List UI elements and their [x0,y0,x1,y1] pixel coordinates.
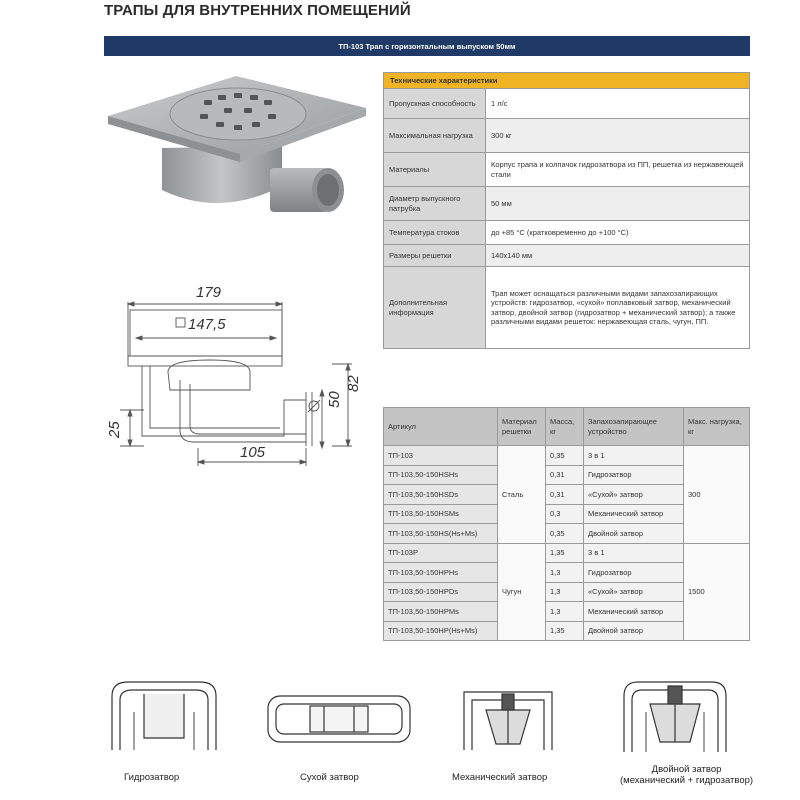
cell-device: Двойной затвор [584,524,684,544]
cell-mass: 1,3 [546,582,584,602]
articles-table [383,407,750,641]
double-seal-icon [620,676,730,754]
seal-label: Сухой затвор [300,772,359,783]
dim-width-label: 179 [196,284,222,301]
dim-outlet-label: 50 [326,391,343,408]
col-header-load: Макс. нагрузка, кг [684,408,750,446]
dim-length-label: 105 [240,444,266,461]
seal-double [620,676,754,787]
cell-device: «Сухой» затвор [584,485,684,505]
cell-mass: 0,35 [546,524,584,544]
cell-device: Гидрозатвор [584,563,684,583]
cell-material: Сталь [498,446,546,544]
mechanical-seal-icon [458,684,558,754]
drawing-lines [100,280,370,470]
seal-label: Механический затвор [452,772,548,783]
specs-table [383,72,750,349]
spec-value: 140х140 мм [486,245,750,267]
spec-key: Температура стоков [384,221,486,245]
spec-key: Диаметр выпускного патрубка [384,187,486,221]
cell-mass: 0,35 [546,446,584,466]
hydro-seal-icon [104,672,224,752]
seal-label-sub: (механический + гидрозатвор) [620,775,754,787]
dim-offset-label: 25 [106,421,123,438]
table-row [384,446,750,466]
seal-label: Гидрозатвор [124,772,180,783]
cell-article: ТП-103,50-150HSMs [384,504,498,524]
cell-article: ТП-103,50-150HPDs [384,582,498,602]
seal-label-main: Двойной затвор [651,764,722,775]
cell-device: Механический затвор [584,504,684,524]
cell-mass: 0,3 [546,504,584,524]
spec-key: Пропускная способность [384,89,486,119]
cell-device: 3 в 1 [584,446,684,466]
cell-article: ТП-103,50-150HSDs [384,485,498,505]
spec-row [384,267,750,349]
col-header-material: Материал решетки [498,408,546,446]
spec-row [384,187,750,221]
cell-article: ТП-103,50-150HPMs [384,602,498,622]
spec-value: 300 кг [486,119,750,153]
table-row [384,543,750,563]
seal-hydro [104,672,224,783]
seal-label [620,764,753,787]
spec-row [384,89,750,119]
cell-article: ТП-103Р [384,543,498,563]
cell-load: 1500 [684,543,750,641]
spec-row [384,119,750,153]
cell-mass: 1,3 [546,563,584,583]
cell-article: ТП-103 [384,446,498,466]
spec-value: 50 мм [486,187,750,221]
cell-mass: 0,31 [546,485,584,505]
cell-device: 3 в 1 [584,543,684,563]
dim-height-label: 82 [345,375,362,392]
specs-header: Технические характеристики [384,73,750,89]
dim-grate-label: 147,5 [188,316,226,333]
cell-mass: 0,31 [546,465,584,485]
spec-value: Корпус трапа и колпачок гидрозатвора из ПП, решетка из нержавеющей стали [486,153,750,187]
cell-material: Чугун [498,543,546,641]
col-header-device: Запахозапирающее устройство [584,408,684,446]
cell-device: Гидрозатвор [584,465,684,485]
cell-device: «Сухой» затвор [584,582,684,602]
seal-dry [264,690,414,783]
spec-key: Материалы [384,153,486,187]
spec-value: Трап может оснащаться различными видами запахозапирающих устройств: гидрозатвор, «сухой» поплавковый затвор, механический затвор, двойной затвор (гидрозатвор + механический затвор); а также различными видами решеток: нержавеющая сталь, чугун, ПП. [486,267,750,349]
col-header-article: Артикул [384,408,498,446]
cell-mass: 1,35 [546,621,584,641]
seal-mechanical [452,684,558,783]
cell-device: Механический затвор [584,602,684,622]
spec-value: до +85 °С (кратковременно до +100 °С) [486,221,750,245]
spec-row [384,153,750,187]
cell-article: ТП-103,50-150HS(Hs+Ms) [384,524,498,544]
spec-key: Размеры решетки [384,245,486,267]
page-title: ТРАПЫ ДЛЯ ВНУТРЕННИХ ПОМЕЩЕНИЙ [104,2,411,19]
cell-load: 300 [684,446,750,544]
cell-device: Двойной затвор [584,621,684,641]
cell-article: ТП-103,50-150HSHs [384,465,498,485]
product-image [100,68,370,248]
spec-key: Максимальная нагрузка [384,119,486,153]
cell-article: ТП-103,50-150HPHs [384,563,498,583]
cell-article: ТП-103,50-150HP(Hs+Ms) [384,621,498,641]
spec-row [384,245,750,267]
product-banner: ТП-103 Трап с горизонтальным выпуском 50мм [104,36,750,56]
technical-drawing [100,280,370,470]
spec-row [384,221,750,245]
cell-mass: 1,3 [546,602,584,622]
col-header-mass: Масса, кг [546,408,584,446]
cell-mass: 1,35 [546,543,584,563]
spec-key: Дополнительная информация [384,267,486,349]
articles-header-row [384,408,750,446]
spec-value: 1 л/с [486,89,750,119]
dry-seal-icon [264,690,414,752]
